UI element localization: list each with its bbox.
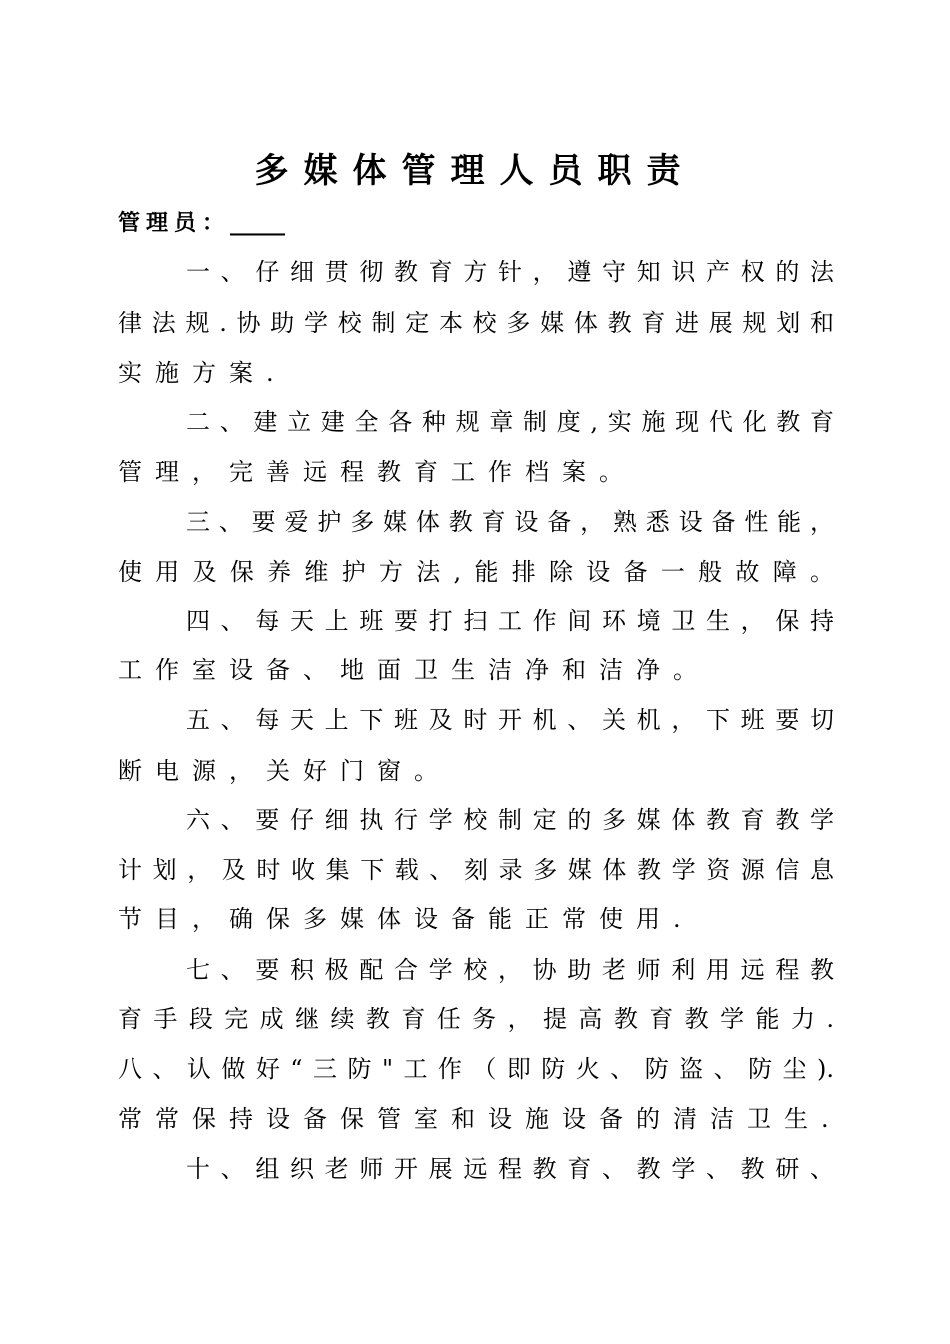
admin-line: [118, 207, 285, 241]
line-19: 十、组织老师开展远程教育、教学、教研、: [186, 1155, 834, 1183]
document-title: 多媒体管理人员职责: [254, 151, 696, 191]
line-11: 断电源，关好门窗。: [118, 757, 451, 785]
line-13: 计划，及时收集下载、刻录多媒体教学资源信息: [118, 856, 834, 884]
line-18: 常常保持设备保管室和设施设备的清洁卫生.: [118, 1105, 842, 1133]
line-1: 一、仔细贯彻教育方针，遵守知识产权的法: [186, 258, 834, 286]
line-3: 实施方案.: [118, 359, 287, 387]
line-17: 八、认做好“三防"工作（即防火、防盗、防尘).: [118, 1055, 834, 1083]
line-2: 律法规.协助学校制定本校多媒体教育进展规划和: [118, 309, 834, 337]
line-14: 节目，确保多媒体设备能正常使用.: [118, 905, 694, 933]
line-5: 管理，完善远程教育工作档案。: [118, 458, 636, 486]
line-6: 三、要爱护多媒体教育设备，熟悉设备性能，: [186, 508, 834, 536]
admin-label: 管理员：: [118, 211, 231, 236]
line-7: 使用及保养维护方法,能排除设备一般故障。: [118, 558, 834, 586]
line-10: 五、每天上下班及时开机、关机，下班要切: [186, 706, 834, 734]
line-9: 工作室设备、地面卫生洁净和洁净。: [118, 656, 710, 684]
line-15: 七、要积极配合学校，协助老师利用远程教: [186, 956, 834, 984]
admin-blank: _____: [230, 211, 286, 236]
line-8: 四、每天上班要打扫工作间环境卫生，保持: [186, 607, 834, 635]
line-12: 六、要仔细执行学校制定的多媒体教育教学: [186, 806, 834, 834]
line-4: 二、建立建全各种规章制度,实施现代化教育: [186, 408, 834, 436]
line-16: 育手段完成继续教育任务，提高教育教学能力.: [118, 1005, 834, 1033]
